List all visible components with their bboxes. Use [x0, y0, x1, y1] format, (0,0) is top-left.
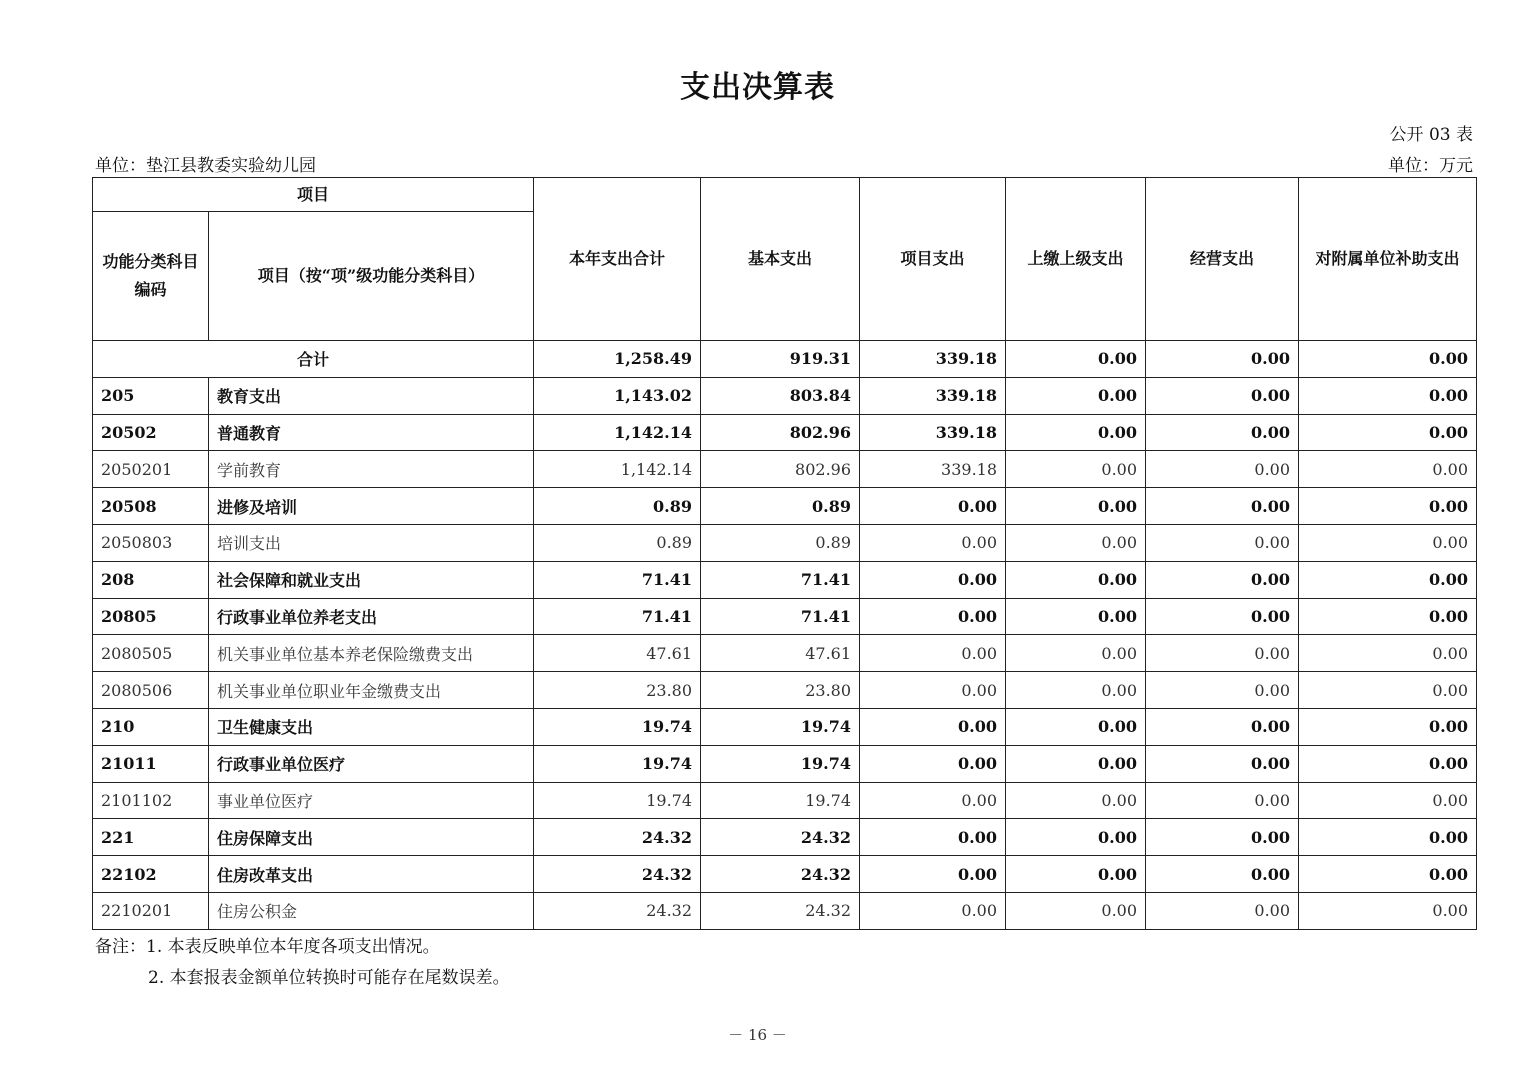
total-upper: 0.00	[1006, 341, 1146, 378]
row-code: 22102	[93, 856, 209, 893]
row-code: 2050201	[93, 451, 209, 488]
header-total: 本年支出合计	[534, 178, 701, 341]
row-total: 71.41	[534, 561, 701, 598]
row-subsidy: 0.00	[1299, 377, 1477, 414]
row-code: 20805	[93, 598, 209, 635]
row-code: 208	[93, 561, 209, 598]
header-code: 功能分类科目编码	[93, 212, 209, 341]
row-basic: 803.84	[701, 377, 860, 414]
row-project-exp: 0.00	[860, 856, 1006, 893]
table-row	[93, 708, 1477, 745]
row-code: 20508	[93, 488, 209, 525]
row-basic: 23.80	[701, 672, 860, 709]
row-basic: 71.41	[701, 598, 860, 635]
table-body	[93, 341, 1477, 930]
row-basic: 24.32	[701, 819, 860, 856]
row-total: 19.74	[534, 782, 701, 819]
row-upper: 0.00	[1006, 414, 1146, 451]
row-project-exp: 0.00	[860, 598, 1006, 635]
table-row	[93, 488, 1477, 525]
row-total: 24.32	[534, 819, 701, 856]
table-row	[93, 782, 1477, 819]
page-title: 支出决算表	[680, 70, 835, 105]
row-basic: 24.32	[701, 892, 860, 929]
header-project-expense: 项目支出	[860, 178, 1006, 341]
row-business: 0.00	[1146, 708, 1299, 745]
row-upper: 0.00	[1006, 708, 1146, 745]
row-subsidy: 0.00	[1299, 414, 1477, 451]
row-name: 机关事业单位基本养老保险缴费支出	[209, 635, 534, 672]
row-code: 2080506	[93, 672, 209, 709]
form-number: 公开 03 表	[1389, 125, 1473, 145]
row-project-exp: 339.18	[860, 377, 1006, 414]
row-total: 19.74	[534, 708, 701, 745]
table-row	[93, 524, 1477, 561]
row-subsidy: 0.00	[1299, 819, 1477, 856]
table-row	[93, 561, 1477, 598]
row-project-exp: 0.00	[860, 488, 1006, 525]
page-number: － 16 －	[728, 1026, 787, 1044]
row-upper: 0.00	[1006, 377, 1146, 414]
row-total: 24.32	[534, 892, 701, 929]
row-project-exp: 0.00	[860, 708, 1006, 745]
row-subsidy: 0.00	[1299, 672, 1477, 709]
row-code: 20502	[93, 414, 209, 451]
row-subsidy: 0.00	[1299, 745, 1477, 782]
total-subsidy: 0.00	[1299, 341, 1477, 378]
row-project-exp: 0.00	[860, 672, 1006, 709]
notes	[95, 932, 510, 994]
row-basic: 24.32	[701, 856, 860, 893]
row-business: 0.00	[1146, 598, 1299, 635]
total-project: 339.18	[860, 341, 1006, 378]
unit-name: 单位：垫江县教委实验幼儿园	[95, 156, 316, 176]
row-subsidy: 0.00	[1299, 856, 1477, 893]
row-total: 24.32	[534, 856, 701, 893]
row-code: 2210201	[93, 892, 209, 929]
row-upper: 0.00	[1006, 598, 1146, 635]
row-name: 培训支出	[209, 524, 534, 561]
table-row	[93, 377, 1477, 414]
row-upper: 0.00	[1006, 635, 1146, 672]
row-business: 0.00	[1146, 488, 1299, 525]
row-basic: 802.96	[701, 414, 860, 451]
row-upper: 0.00	[1006, 488, 1146, 525]
row-total: 0.89	[534, 524, 701, 561]
row-total: 47.61	[534, 635, 701, 672]
row-business: 0.00	[1146, 856, 1299, 893]
table-row	[93, 672, 1477, 709]
table-row	[93, 856, 1477, 893]
row-name: 事业单位医疗	[209, 782, 534, 819]
row-subsidy: 0.00	[1299, 488, 1477, 525]
table-row	[93, 745, 1477, 782]
row-business: 0.00	[1146, 414, 1299, 451]
row-basic: 0.89	[701, 524, 860, 561]
row-business: 0.00	[1146, 892, 1299, 929]
row-subsidy: 0.00	[1299, 451, 1477, 488]
row-upper: 0.00	[1006, 782, 1146, 819]
table-row	[93, 819, 1477, 856]
row-total: 19.74	[534, 745, 701, 782]
row-business: 0.00	[1146, 819, 1299, 856]
table-row	[93, 598, 1477, 635]
header-project: 项目	[93, 178, 534, 212]
row-name: 社会保障和就业支出	[209, 561, 534, 598]
row-business: 0.00	[1146, 561, 1299, 598]
row-upper: 0.00	[1006, 561, 1146, 598]
row-name: 住房改革支出	[209, 856, 534, 893]
row-code: 2080505	[93, 635, 209, 672]
row-project-exp: 339.18	[860, 414, 1006, 451]
row-subsidy: 0.00	[1299, 561, 1477, 598]
row-code: 205	[93, 377, 209, 414]
header-subsidy: 对附属单位补助支出	[1299, 178, 1477, 341]
row-project-exp: 0.00	[860, 892, 1006, 929]
total-basic: 919.31	[701, 341, 860, 378]
row-total: 1,143.02	[534, 377, 701, 414]
row-upper: 0.00	[1006, 892, 1146, 929]
table-row	[93, 451, 1477, 488]
row-upper: 0.00	[1006, 856, 1146, 893]
total-row	[93, 341, 1477, 378]
row-name: 行政事业单位医疗	[209, 745, 534, 782]
row-project-exp: 0.00	[860, 524, 1006, 561]
row-upper: 0.00	[1006, 451, 1146, 488]
note-1: 备注：1. 本表反映单位本年度各项支出情况。	[95, 937, 440, 957]
table-row	[93, 635, 1477, 672]
row-basic: 71.41	[701, 561, 860, 598]
header-basic: 基本支出	[701, 178, 860, 341]
row-upper: 0.00	[1006, 745, 1146, 782]
row-total: 23.80	[534, 672, 701, 709]
header-name: 项目（按“项”级功能分类科目）	[209, 212, 534, 341]
row-total: 71.41	[534, 598, 701, 635]
row-basic: 19.74	[701, 708, 860, 745]
row-code: 210	[93, 708, 209, 745]
row-basic: 19.74	[701, 745, 860, 782]
row-name: 机关事业单位职业年金缴费支出	[209, 672, 534, 709]
row-code: 2101102	[93, 782, 209, 819]
row-project-exp: 339.18	[860, 451, 1006, 488]
row-subsidy: 0.00	[1299, 782, 1477, 819]
row-project-exp: 0.00	[860, 782, 1006, 819]
row-project-exp: 0.00	[860, 819, 1006, 856]
row-name: 住房公积金	[209, 892, 534, 929]
row-basic: 19.74	[701, 782, 860, 819]
unit-label: 单位：万元	[1388, 156, 1473, 176]
expenditure-table	[92, 177, 1477, 930]
row-subsidy: 0.00	[1299, 598, 1477, 635]
total-business: 0.00	[1146, 341, 1299, 378]
row-business: 0.00	[1146, 782, 1299, 819]
row-basic: 47.61	[701, 635, 860, 672]
row-subsidy: 0.00	[1299, 892, 1477, 929]
row-business: 0.00	[1146, 672, 1299, 709]
total-total: 1,258.49	[534, 341, 701, 378]
row-upper: 0.00	[1006, 819, 1146, 856]
row-code: 221	[93, 819, 209, 856]
row-name: 教育支出	[209, 377, 534, 414]
row-project-exp: 0.00	[860, 561, 1006, 598]
row-name: 普通教育	[209, 414, 534, 451]
row-name: 行政事业单位养老支出	[209, 598, 534, 635]
row-upper: 0.00	[1006, 672, 1146, 709]
row-subsidy: 0.00	[1299, 524, 1477, 561]
row-total: 1,142.14	[534, 414, 701, 451]
row-project-exp: 0.00	[860, 635, 1006, 672]
row-upper: 0.00	[1006, 524, 1146, 561]
row-subsidy: 0.00	[1299, 635, 1477, 672]
table-row	[93, 414, 1477, 451]
row-name: 卫生健康支出	[209, 708, 534, 745]
row-business: 0.00	[1146, 377, 1299, 414]
row-total: 1,142.14	[534, 451, 701, 488]
row-total: 0.89	[534, 488, 701, 525]
row-name: 学前教育	[209, 451, 534, 488]
row-subsidy: 0.00	[1299, 708, 1477, 745]
row-basic: 0.89	[701, 488, 860, 525]
row-code: 21011	[93, 745, 209, 782]
total-label: 合计	[93, 341, 534, 378]
row-code: 2050803	[93, 524, 209, 561]
row-project-exp: 0.00	[860, 745, 1006, 782]
header-business: 经营支出	[1146, 178, 1299, 341]
row-name: 进修及培训	[209, 488, 534, 525]
table-row	[93, 892, 1477, 929]
row-business: 0.00	[1146, 635, 1299, 672]
header-upper: 上缴上级支出	[1006, 178, 1146, 341]
row-business: 0.00	[1146, 451, 1299, 488]
row-business: 0.00	[1146, 524, 1299, 561]
row-basic: 802.96	[701, 451, 860, 488]
note-2: 2. 本套报表金额单位转换时可能存在尾数误差。	[148, 968, 510, 988]
row-name: 住房保障支出	[209, 819, 534, 856]
row-business: 0.00	[1146, 745, 1299, 782]
